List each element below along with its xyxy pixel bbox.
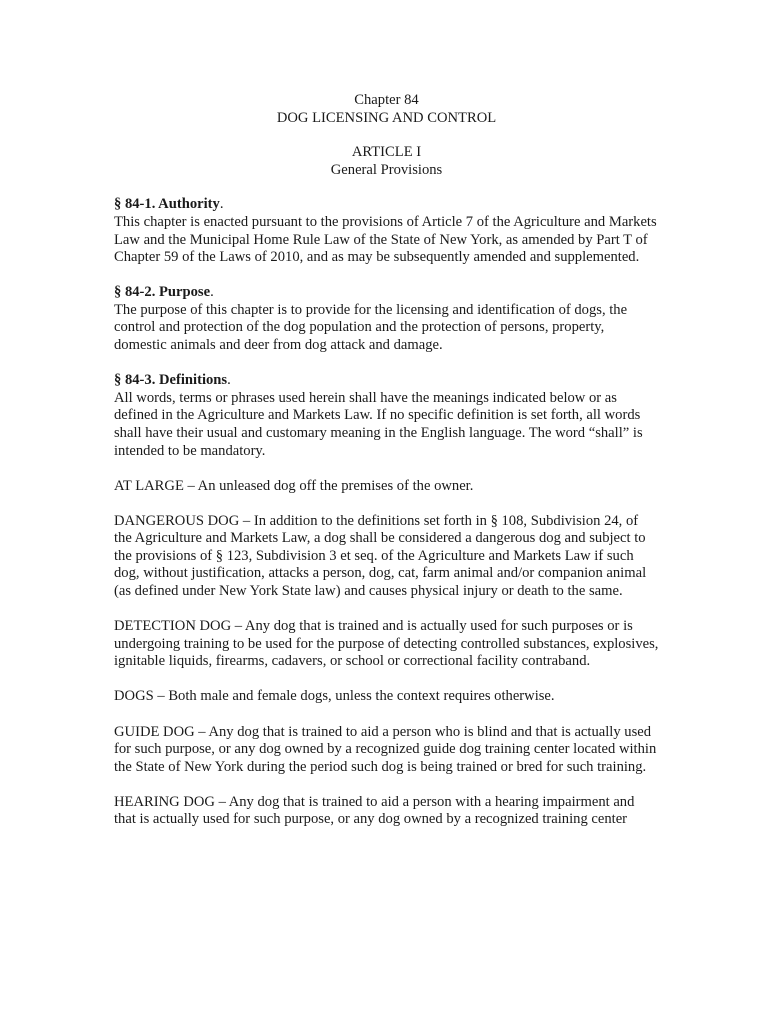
definition-hearing-dog: HEARING DOG – Any dog that is trained to aid a person with a hearing impairment and that is actually used for such purpose, or any dog owned by a recognized training center xyxy=(114,793,635,828)
section-definitions: § 84-3. Definitions. All words, terms or phrases used herein shall have the meanings indicated below or as defined in the Agriculture and Markets Law. If no specific definition is set forth, all words shall have their usual and customary meaning in the English language. The word “shall” is intended to be mandatory. xyxy=(114,372,659,460)
definition-dangerous-dog: DANGEROUS DOG – In addition to the definitions set forth in § 108, Subdivision 24, of the Agriculture and Markets Law, a dog shall be considered a dangerous dog and subject to the provisions of § 123, Subdivision 3 et seq. of the Agriculture and Markets Law if such dog, without justification, attacks a person, dog, cat, farm animal and/or companion animal (as defined under New York State law) and causes physical injury or death to the same. xyxy=(114,512,647,600)
chapter-title: DOG LICENSING AND CONTROL xyxy=(276,109,497,126)
chapter-number: Chapter 84 xyxy=(354,92,419,108)
definition-guide-dog: GUIDE DOG – Any dog that is trained to aid a person who is blind and that is actually used for such purpose, or any dog owned by a recognized guide dog training center located within the State of New York during the period such dog is being trained or bred for such training. xyxy=(114,723,657,775)
section-body: This chapter is enacted pursuant to the provisions of Article 7 of the Agriculture and Markets Law and the Municipal Home Rule Law of the State of New York, as amended by Part T of Chapter 59 of the Laws of 2010, and as may be subsequently amended and supplemented. xyxy=(114,213,657,266)
chapter-heading xyxy=(114,92,659,127)
article-number: ARTICLE I xyxy=(351,144,422,161)
section-body: The purpose of this chapter is to provide for the licensing and identification of dogs, the control and protection of the dog population and the protection of persons, property, domestic animals and deer from dog attack and damage. xyxy=(114,301,628,354)
section-title: § 84-2. Purpose xyxy=(114,284,211,301)
section-title: § 84-3. Definitions xyxy=(114,372,228,389)
section-purpose: § 84-2. Purpose. The purpose of this chapter is to provide for the licensing and identification of dogs, the control and protection of the dog population and the protection of persons, property, domestic animals and deer from dog attack and damage. xyxy=(114,284,659,354)
section-authority: § 84-1. Authority. This chapter is enacted pursuant to the provisions of Article 7 of the Agriculture and Markets Law and the Municipal Home Rule Law of the State of New York, as amended by Part T of Chapter 59 of the Laws of 2010, and as may be subsequently amended and supplemented. xyxy=(114,196,659,266)
section-body: All words, terms or phrases used herein shall have the meanings indicated below or as defined in the Agriculture and Markets Law. If no specific definition is set forth, all words shall have their usual and customary meaning in the English language. The word “shall” is intended to be mandatory. xyxy=(114,389,643,459)
document-page xyxy=(114,92,659,847)
article-title: General Provisions xyxy=(330,161,443,178)
section-title: § 84-1. Authority xyxy=(114,196,220,213)
definition-detection-dog: DETECTION DOG – Any dog that is trained and is actually used for such purposes or is undergoing training to be used for the purpose of detecting controlled substances, explosives, ignitable liquids, firearms, cadavers, or school or correctional facility contraband. xyxy=(114,618,659,670)
definition-at-large: AT LARGE – An unleased dog off the premises of the owner. xyxy=(114,477,474,494)
article-heading xyxy=(114,144,659,179)
definition-dogs: DOGS – Both male and female dogs, unless the context requires otherwise. xyxy=(114,688,555,705)
